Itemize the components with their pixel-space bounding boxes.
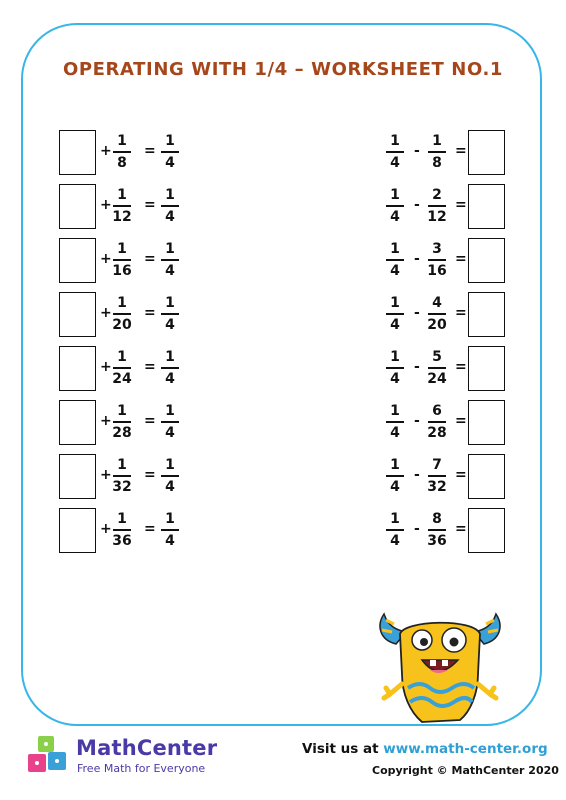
problem-row xyxy=(59,183,189,237)
equals-sign: = xyxy=(144,359,156,375)
minus-sign: - xyxy=(414,251,420,267)
denominator: 36 xyxy=(112,532,132,549)
denominator: 4 xyxy=(165,208,175,225)
fraction-bar xyxy=(113,313,131,315)
denominator: 4 xyxy=(390,154,400,171)
minus-sign: - xyxy=(414,305,420,321)
equals-sign: = xyxy=(455,251,467,267)
minus-sign: - xyxy=(414,359,420,375)
addend-fraction xyxy=(111,456,133,496)
subtrahend-fraction xyxy=(426,456,448,496)
problem-row xyxy=(59,237,189,291)
addend-fraction xyxy=(111,240,133,280)
numerator: 1 xyxy=(390,241,400,257)
visit-line xyxy=(302,741,548,757)
fraction-bar xyxy=(428,313,446,315)
minuend-fraction xyxy=(384,510,406,550)
fraction-bar xyxy=(113,475,131,477)
numerator: 5 xyxy=(432,349,442,365)
answer-box[interactable] xyxy=(59,184,96,229)
equals-sign: = xyxy=(455,143,467,159)
numerator: 1 xyxy=(390,349,400,365)
denominator: 8 xyxy=(432,154,442,171)
answer-box[interactable] xyxy=(59,508,96,553)
addend-fraction xyxy=(111,132,133,172)
brand-tagline: Free Math for Everyone xyxy=(77,762,206,775)
numerator: 1 xyxy=(117,295,127,311)
result-fraction xyxy=(159,294,181,334)
equals-sign: = xyxy=(144,305,156,321)
fraction-bar xyxy=(386,259,404,261)
numerator: 1 xyxy=(165,457,175,473)
numerator: 1 xyxy=(117,457,127,473)
minus-sign: - xyxy=(414,467,420,483)
denominator: 4 xyxy=(390,316,400,333)
plus-sign: + xyxy=(100,359,112,375)
denominator: 4 xyxy=(165,478,175,495)
denominator: 24 xyxy=(427,370,447,387)
fraction-bar xyxy=(161,205,179,207)
numerator: 1 xyxy=(117,349,127,365)
fraction-bar xyxy=(386,313,404,315)
fraction-bar xyxy=(161,529,179,531)
answer-box[interactable] xyxy=(468,400,505,445)
subtrahend-fraction xyxy=(426,132,448,172)
addend-fraction xyxy=(111,294,133,334)
denominator: 4 xyxy=(165,154,175,171)
answer-box[interactable] xyxy=(468,130,505,175)
denominator: 4 xyxy=(165,424,175,441)
denominator: 16 xyxy=(427,262,447,279)
minuend-fraction xyxy=(384,186,406,226)
problem-row xyxy=(59,345,189,399)
plus-sign: + xyxy=(100,413,112,429)
answer-box[interactable] xyxy=(59,454,96,499)
numerator: 1 xyxy=(165,403,175,419)
denominator: 20 xyxy=(427,316,447,333)
fraction-bar xyxy=(428,475,446,477)
answer-box[interactable] xyxy=(468,508,505,553)
addition-problems xyxy=(59,129,189,561)
subtrahend-fraction xyxy=(426,240,448,280)
minuend-fraction xyxy=(384,240,406,280)
equals-sign: = xyxy=(144,413,156,429)
fraction-bar xyxy=(113,259,131,261)
answer-box[interactable] xyxy=(59,400,96,445)
denominator: 4 xyxy=(390,424,400,441)
numerator: 1 xyxy=(117,133,127,149)
subtrahend-fraction xyxy=(426,510,448,550)
minuend-fraction xyxy=(384,456,406,496)
problem-row xyxy=(59,453,189,507)
fraction-bar xyxy=(428,151,446,153)
plus-sign: + xyxy=(100,305,112,321)
numerator: 1 xyxy=(165,295,175,311)
minus-sign: - xyxy=(414,197,420,213)
fraction-bar xyxy=(161,367,179,369)
fraction-bar xyxy=(161,313,179,315)
problem-row xyxy=(384,507,514,561)
minuend-fraction xyxy=(384,348,406,388)
fraction-bar xyxy=(113,367,131,369)
subtrahend-fraction xyxy=(426,294,448,334)
numerator: 3 xyxy=(432,241,442,257)
fraction-bar xyxy=(161,259,179,261)
numerator: 1 xyxy=(165,349,175,365)
answer-box[interactable] xyxy=(59,130,96,175)
plus-sign: + xyxy=(100,197,112,213)
numerator: 1 xyxy=(390,457,400,473)
plus-sign: + xyxy=(100,521,112,537)
minus-sign: - xyxy=(414,143,420,159)
fraction-bar xyxy=(161,475,179,477)
denominator: 32 xyxy=(427,478,447,495)
addend-fraction xyxy=(111,348,133,388)
numerator: 1 xyxy=(117,241,127,257)
answer-box[interactable] xyxy=(59,346,96,391)
answer-box[interactable] xyxy=(59,238,96,283)
numerator: 7 xyxy=(432,457,442,473)
worksheet-title: OPERATING WITH 1/4 – WORKSHEET NO.1 xyxy=(62,59,504,80)
numerator: 1 xyxy=(165,187,175,203)
fraction-bar xyxy=(386,421,404,423)
result-fraction xyxy=(159,240,181,280)
denominator: 4 xyxy=(390,262,400,279)
denominator: 28 xyxy=(112,424,132,441)
subtraction-problems xyxy=(384,129,514,561)
result-fraction xyxy=(159,186,181,226)
plus-sign: + xyxy=(100,143,112,159)
answer-box[interactable] xyxy=(468,346,505,391)
numerator: 1 xyxy=(390,187,400,203)
answer-box[interactable] xyxy=(468,184,505,229)
denominator: 36 xyxy=(427,532,447,549)
denominator: 28 xyxy=(427,424,447,441)
numerator: 1 xyxy=(390,511,400,527)
numerator: 8 xyxy=(432,511,442,527)
problem-row xyxy=(384,183,514,237)
problem-row xyxy=(384,291,514,345)
minus-sign: - xyxy=(414,413,420,429)
addend-fraction xyxy=(111,402,133,442)
denominator: 4 xyxy=(390,208,400,225)
fraction-bar xyxy=(428,529,446,531)
numerator: 2 xyxy=(432,187,442,203)
numerator: 1 xyxy=(432,133,442,149)
brand-name: MathCenter xyxy=(76,736,218,760)
numerator: 1 xyxy=(165,133,175,149)
equals-sign: = xyxy=(144,251,156,267)
equals-sign: = xyxy=(455,521,467,537)
denominator: 20 xyxy=(112,316,132,333)
addend-fraction xyxy=(111,186,133,226)
denominator: 4 xyxy=(165,532,175,549)
denominator: 12 xyxy=(427,208,447,225)
answer-box[interactable] xyxy=(468,292,505,337)
denominator: 32 xyxy=(112,478,132,495)
problem-row xyxy=(59,399,189,453)
numerator: 1 xyxy=(165,511,175,527)
numerator: 1 xyxy=(390,133,400,149)
equals-sign: = xyxy=(455,197,467,213)
fraction-bar xyxy=(113,151,131,153)
fraction-bar xyxy=(386,367,404,369)
fraction-bar xyxy=(161,421,179,423)
equals-sign: = xyxy=(144,467,156,483)
visit-label: Visit us at xyxy=(302,741,379,757)
subtrahend-fraction xyxy=(426,186,448,226)
denominator: 4 xyxy=(390,532,400,549)
problem-row xyxy=(59,129,189,183)
fraction-bar xyxy=(386,475,404,477)
minuend-fraction xyxy=(384,132,406,172)
denominator: 4 xyxy=(390,370,400,387)
website-link[interactable]: www.math-center.org xyxy=(383,741,548,757)
plus-sign: + xyxy=(100,467,112,483)
numerator: 1 xyxy=(117,511,127,527)
problem-row xyxy=(384,237,514,291)
result-fraction xyxy=(159,456,181,496)
equals-sign: = xyxy=(455,413,467,429)
denominator: 4 xyxy=(390,478,400,495)
problem-row xyxy=(59,291,189,345)
minuend-fraction xyxy=(384,402,406,442)
equals-sign: = xyxy=(144,197,156,213)
numerator: 1 xyxy=(117,187,127,203)
answer-box[interactable] xyxy=(59,292,96,337)
subtrahend-fraction xyxy=(426,348,448,388)
minus-sign: - xyxy=(414,521,420,537)
numerator: 1 xyxy=(390,295,400,311)
result-fraction xyxy=(159,510,181,550)
fraction-bar xyxy=(113,421,131,423)
plus-sign: + xyxy=(100,251,112,267)
equals-sign: = xyxy=(455,359,467,375)
fraction-bar xyxy=(386,151,404,153)
subtrahend-fraction xyxy=(426,402,448,442)
fraction-bar xyxy=(428,205,446,207)
minuend-fraction xyxy=(384,294,406,334)
math-cubes-logo-icon xyxy=(26,734,70,778)
fraction-bar xyxy=(386,205,404,207)
yellow-monster-mascot-icon xyxy=(374,604,506,728)
answer-box[interactable] xyxy=(468,238,505,283)
addend-fraction xyxy=(111,510,133,550)
numerator: 1 xyxy=(390,403,400,419)
denominator: 24 xyxy=(112,370,132,387)
numerator: 1 xyxy=(117,403,127,419)
fraction-bar xyxy=(113,529,131,531)
fraction-bar xyxy=(161,151,179,153)
numerator: 6 xyxy=(432,403,442,419)
copyright-text: Copyright © MathCenter 2020 xyxy=(372,764,559,777)
equals-sign: = xyxy=(144,143,156,159)
denominator: 4 xyxy=(165,370,175,387)
equals-sign: = xyxy=(455,467,467,483)
equals-sign: = xyxy=(144,521,156,537)
denominator: 8 xyxy=(117,154,127,171)
fraction-bar xyxy=(113,205,131,207)
equals-sign: = xyxy=(455,305,467,321)
result-fraction xyxy=(159,402,181,442)
denominator: 4 xyxy=(165,262,175,279)
denominator: 16 xyxy=(112,262,132,279)
fraction-bar xyxy=(428,367,446,369)
numerator: 4 xyxy=(432,295,442,311)
problem-row xyxy=(384,399,514,453)
numerator: 1 xyxy=(165,241,175,257)
problem-row xyxy=(59,507,189,561)
result-fraction xyxy=(159,132,181,172)
problem-row xyxy=(384,129,514,183)
fraction-bar xyxy=(428,259,446,261)
denominator: 4 xyxy=(165,316,175,333)
fraction-bar xyxy=(428,421,446,423)
result-fraction xyxy=(159,348,181,388)
denominator: 12 xyxy=(112,208,132,225)
problem-row xyxy=(384,453,514,507)
problem-row xyxy=(384,345,514,399)
fraction-bar xyxy=(386,529,404,531)
answer-box[interactable] xyxy=(468,454,505,499)
